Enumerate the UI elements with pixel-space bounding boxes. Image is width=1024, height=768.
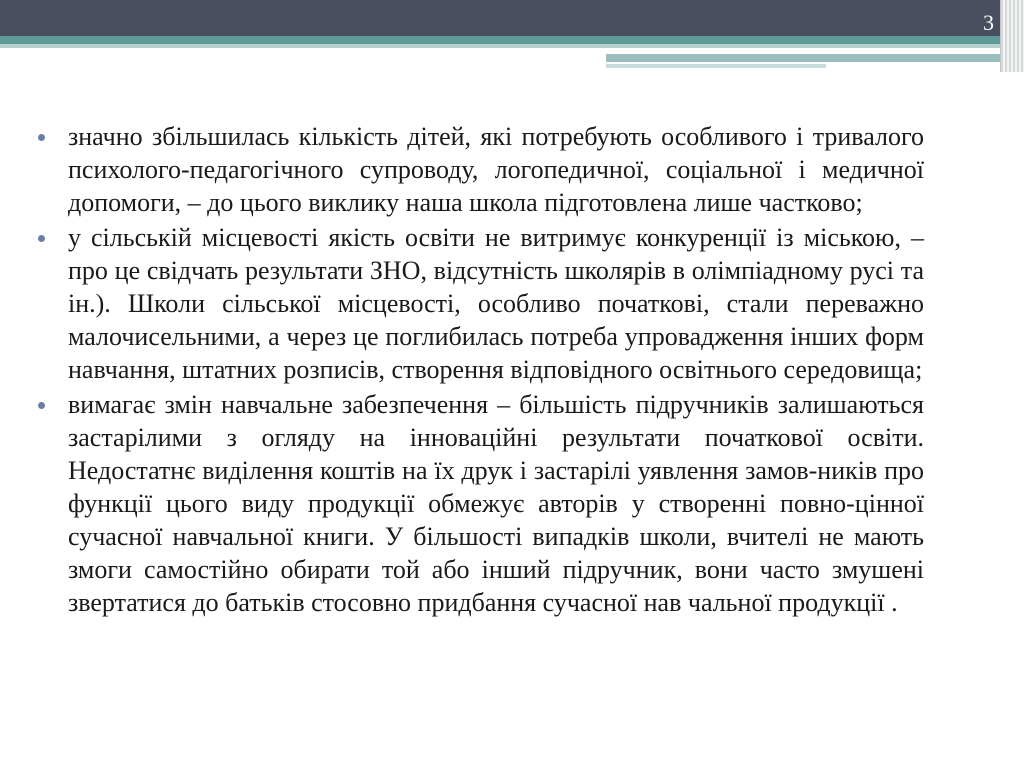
bullet-dot-icon <box>38 402 45 409</box>
page-number: 3 <box>983 10 994 35</box>
bullet-text: у сільській місцевості якість освіти не витримує конкуренції із міською, – про це свідчать результати ЗНО, відсутність школярів в олімпіадному русі та ін.). Школи сільської місцевості, особливо початкові, стали переважно малочисельними, а через це поглибилась потреба упровадження інших форм навчання, штатних розписів, створення відповідного освітнього середовища; <box>68 223 924 384</box>
header-teal-line <box>0 36 1000 44</box>
header-accent-bar-secondary <box>606 64 826 68</box>
bullet-item <box>38 388 924 619</box>
bullet-text: вимагає змін навчальне забезпечення – більшість підручників залишаються застарілими з огляду на інноваційні результати початкової освіти. Недостатнє виділення коштів на їх друк і застарілі уявлення замов-ників про функції цього виду продукції обмежує авторів у створенні повно-цінної сучасної навчальної книги. У більшості випадків школи, вчителі не мають змоги самостійно обирати той або інший підручник, вони часто змушені звертатися до батьків стосовно придбання сучасної нав чальної продукції . <box>68 390 924 617</box>
header-light-line <box>0 44 1000 48</box>
header-band <box>0 0 1024 36</box>
bullet-list <box>38 120 924 621</box>
bullet-dot-icon <box>38 235 45 242</box>
bullet-item <box>38 221 924 386</box>
corner-decoration <box>1000 0 1024 72</box>
bullet-item <box>38 120 924 219</box>
bullet-dot-icon <box>38 134 45 141</box>
bullet-text: значно збільшилась кількість дітей, які потребують особливого і тривалого психолого-педагогічного супроводу, логопедичної, соціальної і медичної допомоги, – до цього виклику наша школа підготовлена лише частково; <box>68 122 924 217</box>
header-accent-bar <box>606 54 1000 62</box>
